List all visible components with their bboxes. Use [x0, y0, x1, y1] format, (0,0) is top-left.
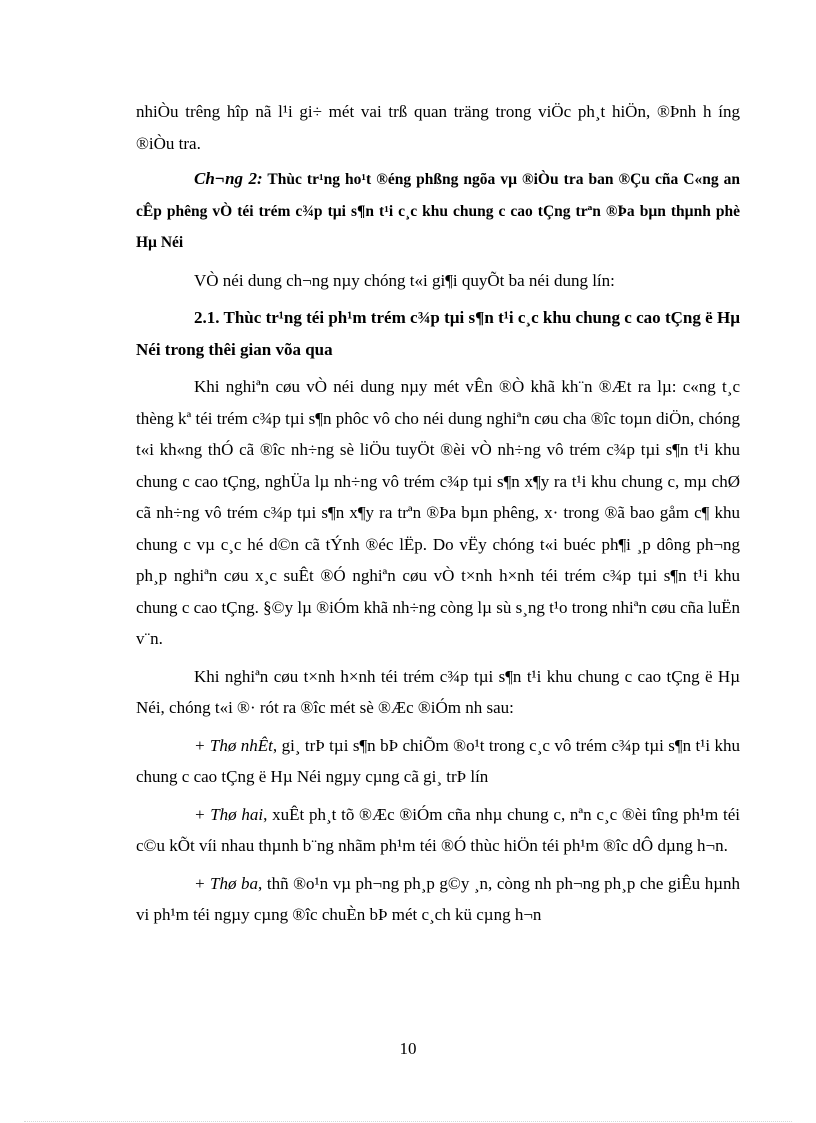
page-number: 10 — [399, 1039, 417, 1058]
page-bottom-divider — [24, 1121, 792, 1122]
third-point-label: + Thø ba — [194, 873, 259, 893]
chapter-lead: Ch¬ng 2: — [194, 169, 263, 188]
research-paragraph: Khi nghiªn cøu vÒ néi dung nµy mét vÊn ®Ò khã kh¨n ®Æt ra lµ: c«ng t¸c thèng kª téi trém c¾p tµi s¶n phôc vô cho néi dung nghiªn cøu cha ®îc toµn diÖn, chóng t«i kh«ng thÓ cã ®îc nh÷ng sè liÖu tuyÖt ®èi vÒ nh÷ng vô trém c¾p tµi s¶n t¹i khu chung c cao tÇng, nghÜa lµ nh÷ng vô trém c¾p tµi s¶n x¶y ra t¹i khu chung c, mµ chØ cã nh÷ng vô trém c¾p tµi s¶n x¶y ra trªn ®Þa bµn phêng, x· trong ®ã bao gåm c¶ khu chung c vµ c¸c hé d©n cã tÝnh ®éc lËp. Do vËy chóng t«i buéc ph¶i ¸p dông ph¬ng ph¸p nghiªn cøu x¸c suÊt ®Ó nghiªn cøu vÒ t×nh h×nh téi trém c¾p tµi s¶n t¹i khu chung c cao tÇng. §©y lµ ®iÓm khã nh÷ng còng lµ sù s¸ng t¹o trong nhiªn cøu cña luËn v¨n. — [136, 377, 740, 648]
third-point-paragraph — [136, 868, 740, 931]
characteristics-intro-paragraph: Khi nghiªn cøu t×nh h×nh téi trém c¾p tµi s¶n t¹i khu chung c cao tÇng ë Hµ Néi, chóng t«i ®· rót ra ®îc mét sè ®Æc ®iÓm nh sau: — [136, 666, 740, 717]
chapter-heading — [136, 163, 740, 259]
first-point-text: , gi¸ trÞ tµi s¶n bÞ chiÕm ®o¹t trong c¸c vô trém c¾p tµi s¶n t¹i khu chung c cao tÇng ë Hµ Néi ngµy cµng cã gi¸ trÞ lín — [136, 735, 740, 786]
first-point-paragraph — [136, 730, 740, 793]
second-point-text: , xuÊt ph¸t tõ ®Æc ®iÓm cña nhµ chung c, nªn c¸c ®èi tîng ph¹m téi c©u kÕt víi nhau thµnh b¨ng nhãm ph¹m téi ®Ó thùc hiÖn téi ph¹m ®îc dÔ dµng h¬n. — [136, 804, 741, 855]
first-point-label: + Thø nhÊt — [194, 735, 273, 755]
page-body — [136, 96, 740, 931]
second-point-paragraph — [136, 799, 740, 862]
section-heading-2-1: 2.1. Thùc tr¹ng téi ph¹m trém c¾p tµi s¶n t¹i c¸c khu chung c cao tÇng ë Hµ Néi trong thêi gian võa qua — [136, 308, 740, 359]
chapter-title: Thùc tr¹ng ho¹t ®éng phßng ngõa vµ ®iÒu tra ban ®Çu cña C«ng an cÊp phêng vÒ téi trém c¾p tµi s¶n t¹i c¸c khu chung c cao tÇng trªn ®Þa bµn thµnh phè Hµ Néi — [136, 171, 740, 251]
intro-continuation-paragraph: nhiÒu trêng hîp nã l¹i gi÷ mét vai trß quan träng trong viÖc ph¸t hiÖn, ®Þnh h íng ®iÒu tra. — [136, 102, 740, 153]
third-point-text: , thñ ®o¹n vµ ph¬ng ph¸p g©y ¸n, còng nh ph¬ng ph¸p che giÊu hµnh vi ph¹m téi ngµy cµng ®îc chuÈn bÞ mét c¸ch kü cµng h¬n — [136, 873, 740, 924]
chapter-scope-paragraph: VÒ néi dung ch¬ng nµy chóng t«i gi¶i quyÕt ba néi dung lín: — [194, 270, 615, 290]
second-point-label: + Thø hai — [194, 804, 264, 824]
